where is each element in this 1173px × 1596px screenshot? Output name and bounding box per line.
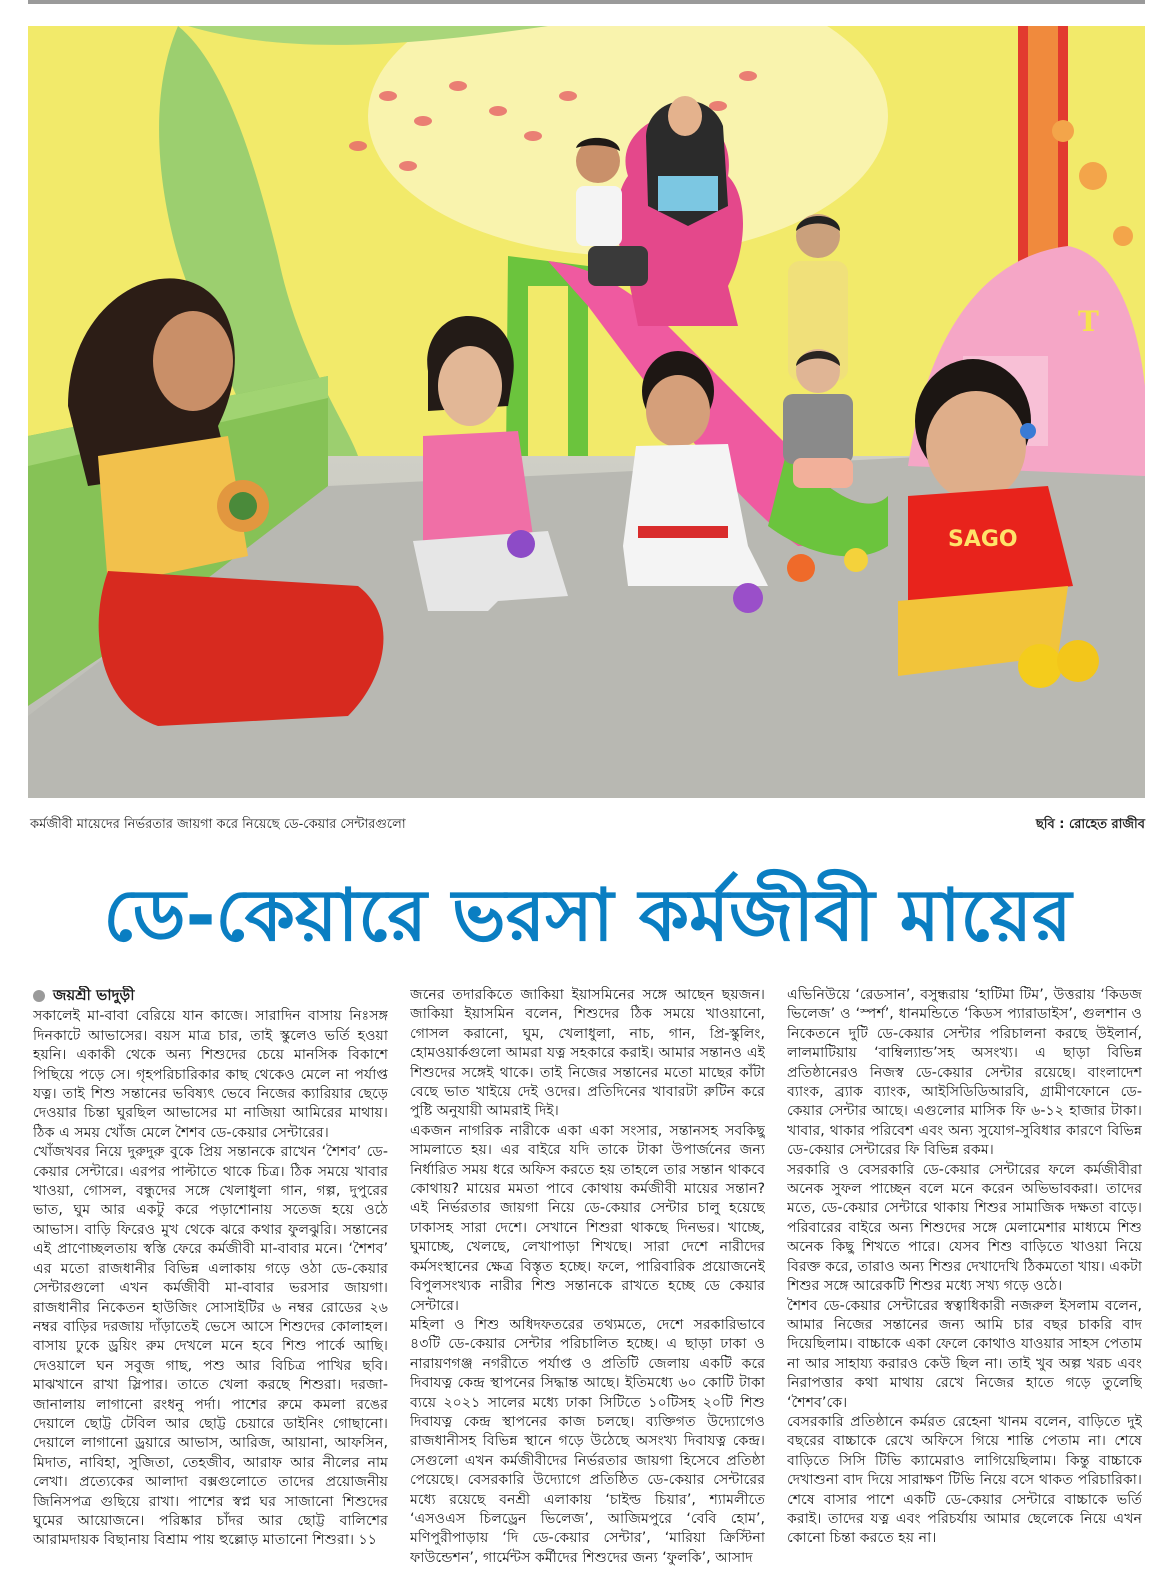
article-column-3	[787, 986, 1142, 1586]
shirt-text: SAGO	[948, 527, 1018, 552]
photo-caption	[30, 815, 1145, 835]
headline: ডে-কেয়ারে ভরসা কর্মজীবী মায়ের	[103, 873, 1072, 957]
photo-illustration	[28, 26, 1145, 798]
byline	[33, 986, 388, 1005]
author-name: জয়শ্রী ভাদুড়ী	[53, 986, 135, 1004]
paragraph: এভিনিউয়ে ‘রেডসান’, বসুন্ধরায় ‘হাটিমা টিম’, উত্তরায় ‘কিডজ ভিলেজ’ ও ‘স্পর্শ’, ধানমন্ডিতে ‘কিডস প্যারাডাইস’, গুলশান ও নিকেতনে দুটি ডে-কেয়ার সেন্টার পরিচালনা করছে উইলার্ন, লালমাটিয়ায় ‘বাম্বিল্যান্ড’সহ অসংখ্য। এ ছাড়া বিভিন্ন প্রতিষ্ঠানেরও নিজস্ব ডে-কেয়ার সেন্টার রয়েছে। বাংলাদেশ ব্যাংক, ব্র্যাক ব্যাংক, আইসিডিডিআরবি, গ্রামীণফোনে ডে-কেয়ার সেন্টার আছে। এগুলোর মাসিক ফি ৬-১২ হাজার টাকা। খাবার, থাকার পরিবেশ এবং অন্য সুযোগ-সুবিধার কারণে বিভিন্ন ডে-কেয়ার সেন্টারের ফি বিভিন্ন রকম।	[787, 987, 1142, 1159]
photo-credit: ছবি : রোহেত রাজীব	[1035, 817, 1145, 832]
bullet-icon	[33, 990, 45, 1002]
caption-text: কর্মজীবী মায়েদের নির্ভরতার জায়গা করে নিয়েছে ডে-কেয়ার সেন্টারগুলো	[30, 817, 406, 832]
article-column-1	[33, 986, 388, 1586]
photo	[28, 26, 1145, 798]
paragraph: জনের তদারকিতে জাকিয়া ইয়াসমিনের সঙ্গে আছেন ছয়জন। জাকিয়া ইয়াসমিন বলেন, শিশুদের ঠিক সময়ে খাওয়ানো, গোসল করানো, ঘুম, খেলাধুলা, নাচ, গান, প্রি-স্কুলিং, হোমওয়ার্কগুলো আমরা যত্ন সহকারে করাই। আমার সন্তানও এই শিশুদের সঙ্গেই থাকে। তাই নিজের সন্তানের মতো মাছের কাঁটা বেছে ভাত খাইয়ে দেই ওদের। প্রতিদিনের খাবারটা রুটিন করে পুষ্টি অনুযায়ী আমরাই দিই।	[410, 987, 765, 1120]
paragraph: শৈশব ডে-কেয়ার সেন্টারের স্বত্বাধিকারী নজরুল ইসলাম বলেন, আমার নিজের সন্তানের জন্য আমি চার বছর চাকরি বাদ দিয়েছিলাম। বাচ্চাকে একা ফেলে কোথাও যাওয়ার সাহস পেতাম না আর সাহায্য করারও কেউ ছিল না। তাই খুব অল্প খরচ এবং নিরাপত্তার কথা মাথায় রেখে নিজের হাতে গড়ে তুলেছি ‘শৈশব’কে।	[787, 1297, 1142, 1411]
paragraph: বেসরকারি প্রতিষ্ঠানে কর্মরত রেহেনা খানম বলেন, বাড়িতে দুই বছরের বাচ্চাকে রেখে অফিসে গিয়ে শান্তি পেতাম না। শেষে বাড়িতে সিসি টিভি ক্যামেরাও লাগিয়েছিলাম। কিন্তু বাচ্চাকে দেখাশুনা বাদ দিয়ে সারাক্ষণ টিভি নিয়ে বসে থাকত পরিচারিকা। শেষে বাসার পাশে একটি ডে-কেয়ার সেন্টারে বাচ্চাকে ভর্তি করাই। তাদের যত্ন এবং পরিচর্যায় আমার ছেলেকে নিয়ে এখন কোনো চিন্তা করতে হয় না।	[787, 1413, 1142, 1547]
article-column-2	[410, 986, 765, 1586]
paragraph: সকালেই মা-বাবা বেরিয়ে যান কাজে। সারাদিন বাসায় নিঃসঙ্গ দিনকাটে আভাসের। বয়স মাত্র চার, তাই স্কুলেও ভর্তি হওয়া হয়নি। একাকী থেকে অন্য শিশুদের চেয়ে মানসিক বিকাশে পিছিয়ে পড়ে সে। গৃহপরিচারিকার কাছ থেকেও মেলে না পর্যাপ্ত যত্ন। তাই শিশু সন্তানের ভবিষ্যৎ ভেবে নিজের ক্যারিয়ার ছেড়ে দেওয়ার চিন্তা ঘুরছিল আভাসের মা নাজিয়া আমিরের মাথায়। ঠিক এ সময় খোঁজ মেলে শৈশব ডে-কেয়ার সেন্টারের।	[33, 1008, 388, 1141]
top-rule	[28, 0, 1145, 4]
paragraph: একজন নাগরিক নারীকে একা একা সংসার, সন্তানসহ সবকিছু সামলাতে হয়। এর বাইরে যদি তাকে টাকা উপার্জনের জন্য নির্ধারিত সময় ধরে অফিস করতে হয় তাহলে তার সন্তান থাকবে কোথায়? মায়ের মমতা পাবে কোথায় কর্মজীবী মায়ের সন্তান? এই নির্ভরতার জায়গা নিয়ে ডে-কেয়ার সেন্টার চালু হয়েছে ঢাকাসহ সারা দেশে। সেখানে শিশুরা থাকছে দিনভর। খাচ্ছে, ঘুমাচ্ছে, খেলছে, লেখাপাড়া শিখছে। সারা দেশে নারীদের কর্মসংস্থানের ক্ষেত্র বিস্তৃত হচ্ছে। ফলে, পারিবারিক প্রয়োজনেই বিপুলসংখ্যক নারীর শিশু সন্তানকে রাখতে হচ্ছে ডে কেয়ার সেন্টারে।	[410, 1122, 765, 1314]
paragraph: খোঁজখবর নিয়ে দুরুদুরু বুকে প্রিয় সন্তানকে রাখেন ‘শৈশব’ ডে-কেয়ার সেন্টারে। এরপর পাল্টাতে থাকে চিত্র। ঠিক সময়ে খাবার খাওয়া, গোসল, বন্ধুদের সঙ্গে খেলাধুলা গান, গল্প, দুপুরের ভাত, ঘুম আর একটু করে পড়াশোনায় সতেজ হয়ে ওঠে আভাস। বাড়ি ফিরেও মুখ থেকে ঝরে কথার ফুলঝুরি। সন্তানের এই প্রাণোচ্ছলতায় স্বস্তি ফেরে কর্মজীবী মা-বাবার মনে। ‘শৈশব’ এর মতো রাজধানীর বিভিন্ন এলাকায় গড়ে ওঠা ডে-কেয়ার সেন্টারগুলো এখন কর্মজীবী মা-বাবার ভরসার জায়গা। রাজধানীর নিকেতন হাউজিং সোসাইটির ৬ নম্বর রোডের ২৬ নম্বর বাড়ির দরজায় দাঁড়াতেই ভেসে আসে শিশুদের কোলাহল। বাসায় ঢুকে ড্রয়িং রুম দেখলে মনে হবে শিশু পার্কে আছি। দেওয়ালে ঘন সবুজ গাছ, পশু আর বিচিত্র পাখির ছবি। মাঝখানে রাখা স্লিপার। তাতে খেলা করছে শিশুরা। দরজা-জানালায় লাগানো রংধনু পর্দা। পাশের রুমে কমলা রঙের দেয়ালে ছোট্ট টেবিল আর ছোট্ট চেয়ারে ডাইনিং গোছানো। দেয়ালে লাগানো ড্রয়ারে আভাস, আরিজ, আয়ানা, আফসিন, মিদাত, নাবিহা, সুজিতা, তেহজীব, আরাফ আর নীলের নাম লেখা। প্রত্যেকের আলাদা বক্সগুলোতে তাদের প্রয়োজনীয় জিনিসপত্র গুছিয়ে রাখা। পাশের স্বপ্ন ঘর সাজানো শিশুদের ঘুমের আয়োজনে। পরিষ্কার চাঁদর আর ছোট্ট বালিশের আরামদায়ক বিছানায় বিশ্রাম পায় হুল্লোড় মাতানো শিশুরা। ১১	[33, 1144, 388, 1549]
tent-letter: T	[1078, 305, 1099, 338]
paragraph: সরকারি ও বেসরকারি ডে-কেয়ার সেন্টারের ফলে কর্মজীবীরা অনেক সুফল পাচ্ছেন বলে মনে করেন অভিভাবকরা। তাদের মতে, ডে-কেয়ার সেন্টারে থাকায় শিশুর সামাজিক দক্ষতা বাড়ে। পরিবারের বাইরে অন্য শিশুদের সঙ্গে মেলামেশার মাধ্যমে শিশু অনেক কিছু শিখতে পারে। যেসব শিশু বাড়িতে খাওয়া নিয়ে বিরক্ত করে, তারাও অন্য শিশুর দেখাদেখি ঠিকমতো খায়। একটা শিশুর সঙ্গে আরেকটি শিশুর মধ্যে সখ্য গড়ে ওঠে।	[787, 1161, 1142, 1295]
paragraph: মহিলা ও শিশু অধিদফতরের তথ্যমতে, দেশে সরকারিভাবে ৪৩টি ডে-কেয়ার সেন্টার পরিচালিত হচ্ছে। এ ছাড়া ঢাকা ও নারায়ণগঞ্জ নগরীতে পর্যাপ্ত ও প্রতিটি জেলায় একটি করে দিবাযত্ন কেন্দ্র স্থাপনের সিদ্ধান্ত আছে। ইতিমধ্যে ৬০ কোটি টাকা ব্যয়ে ২০২১ সালের মধ্যে ঢাকা সিটিতে ১০টিসহ ২০টি শিশু দিবাযত্ন কেন্দ্র স্থাপনের কাজ চলছে। ব্যক্তিগত উদ্যোগেও রাজধানীসহ বিভিন্ন স্থানে গড়ে উঠেছে অসংখ্য দিবাযত্ন কেন্দ্র। সেগুলো এখন কর্মজীবীদের নির্ভরতার জায়গা হিসেবে প্রতিষ্ঠা পেয়েছে। বেসরকারি উদ্যোগে প্রতিষ্ঠিত ডে-কেয়ার সেন্টারের মধ্যে রয়েছে বনশ্রী এলাকায় ‘চাইল্ড চিয়ার’, শ্যামলীতে ‘এসওএস চিলড্রেন ভিলেজ’, আজিমপুরে ‘বেবি হোম’, মণিপুরীপাড়ায় ‘দি ডে-কেয়ার সেন্টার’, ‘মারিয়া ক্রিস্টিনা ফাউন্ডেশন’, গার্মেন্টস কর্মীদের শিশুদের জন্য ‘ফুলকি’, আসাদ	[410, 1316, 765, 1566]
